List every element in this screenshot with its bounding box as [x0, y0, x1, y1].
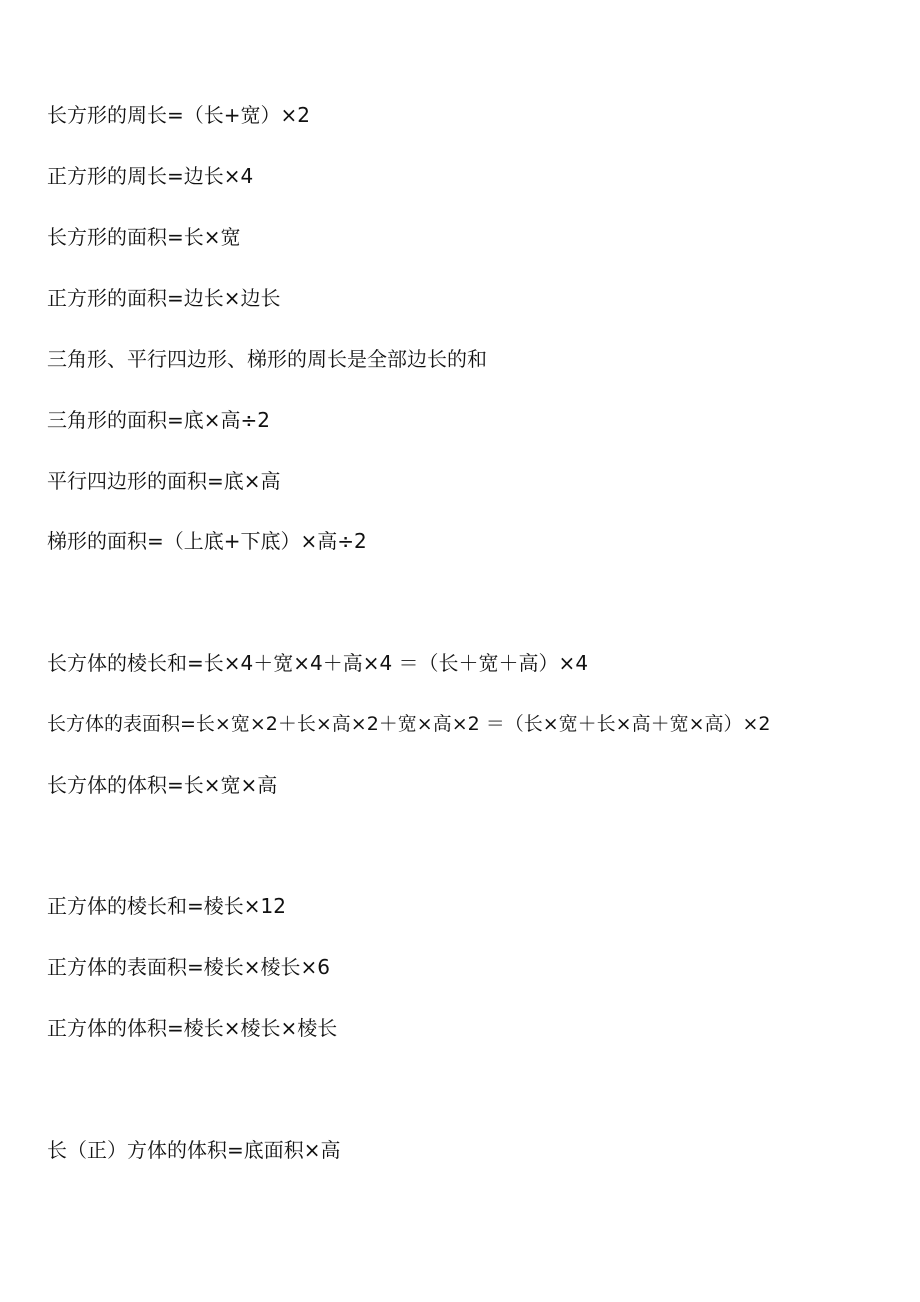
formula-cuboid-volume: 长方体的体积=长×宽×高 — [47, 773, 278, 797]
formula-square-area: 正方形的面积=边长×边长 — [47, 286, 281, 310]
formula-cuboid-edge-sum: 长方体的棱长和=长×4＋宽×4＋高×4 ＝（长＋宽＋高）×4 — [47, 651, 589, 675]
formula-cube-volume: 正方体的体积=棱长×棱长×棱长 — [47, 1016, 338, 1040]
formula-rect-perimeter: 长方形的周长=（长+宽）×2 — [47, 103, 310, 127]
formula-cube-surface-area: 正方体的表面积=棱长×棱长×6 — [47, 955, 330, 979]
formula-square-perimeter: 正方形的周长=边长×4 — [47, 164, 254, 188]
formula-cube-edge-sum: 正方体的棱长和=棱长×12 — [47, 894, 286, 918]
formula-rect-area: 长方形的面积=长×宽 — [47, 225, 241, 249]
formula-prism-volume: 长（正）方体的体积=底面积×高 — [47, 1138, 341, 1162]
formula-parallelogram-area: 平行四边形的面积=底×高 — [47, 469, 281, 493]
formula-polygon-perimeter: 三角形、平行四边形、梯形的周长是全部边长的和 — [47, 347, 487, 371]
formula-cuboid-surface-area: 长方体的表面积=长×宽×2＋长×高×2＋宽×高×2 ＝（长×宽＋长×高＋宽×高）×2 — [47, 713, 771, 735]
formula-trapezoid-area: 梯形的面积=（上底+下底）×高÷2 — [47, 529, 367, 553]
formula-triangle-area: 三角形的面积=底×高÷2 — [47, 408, 270, 432]
